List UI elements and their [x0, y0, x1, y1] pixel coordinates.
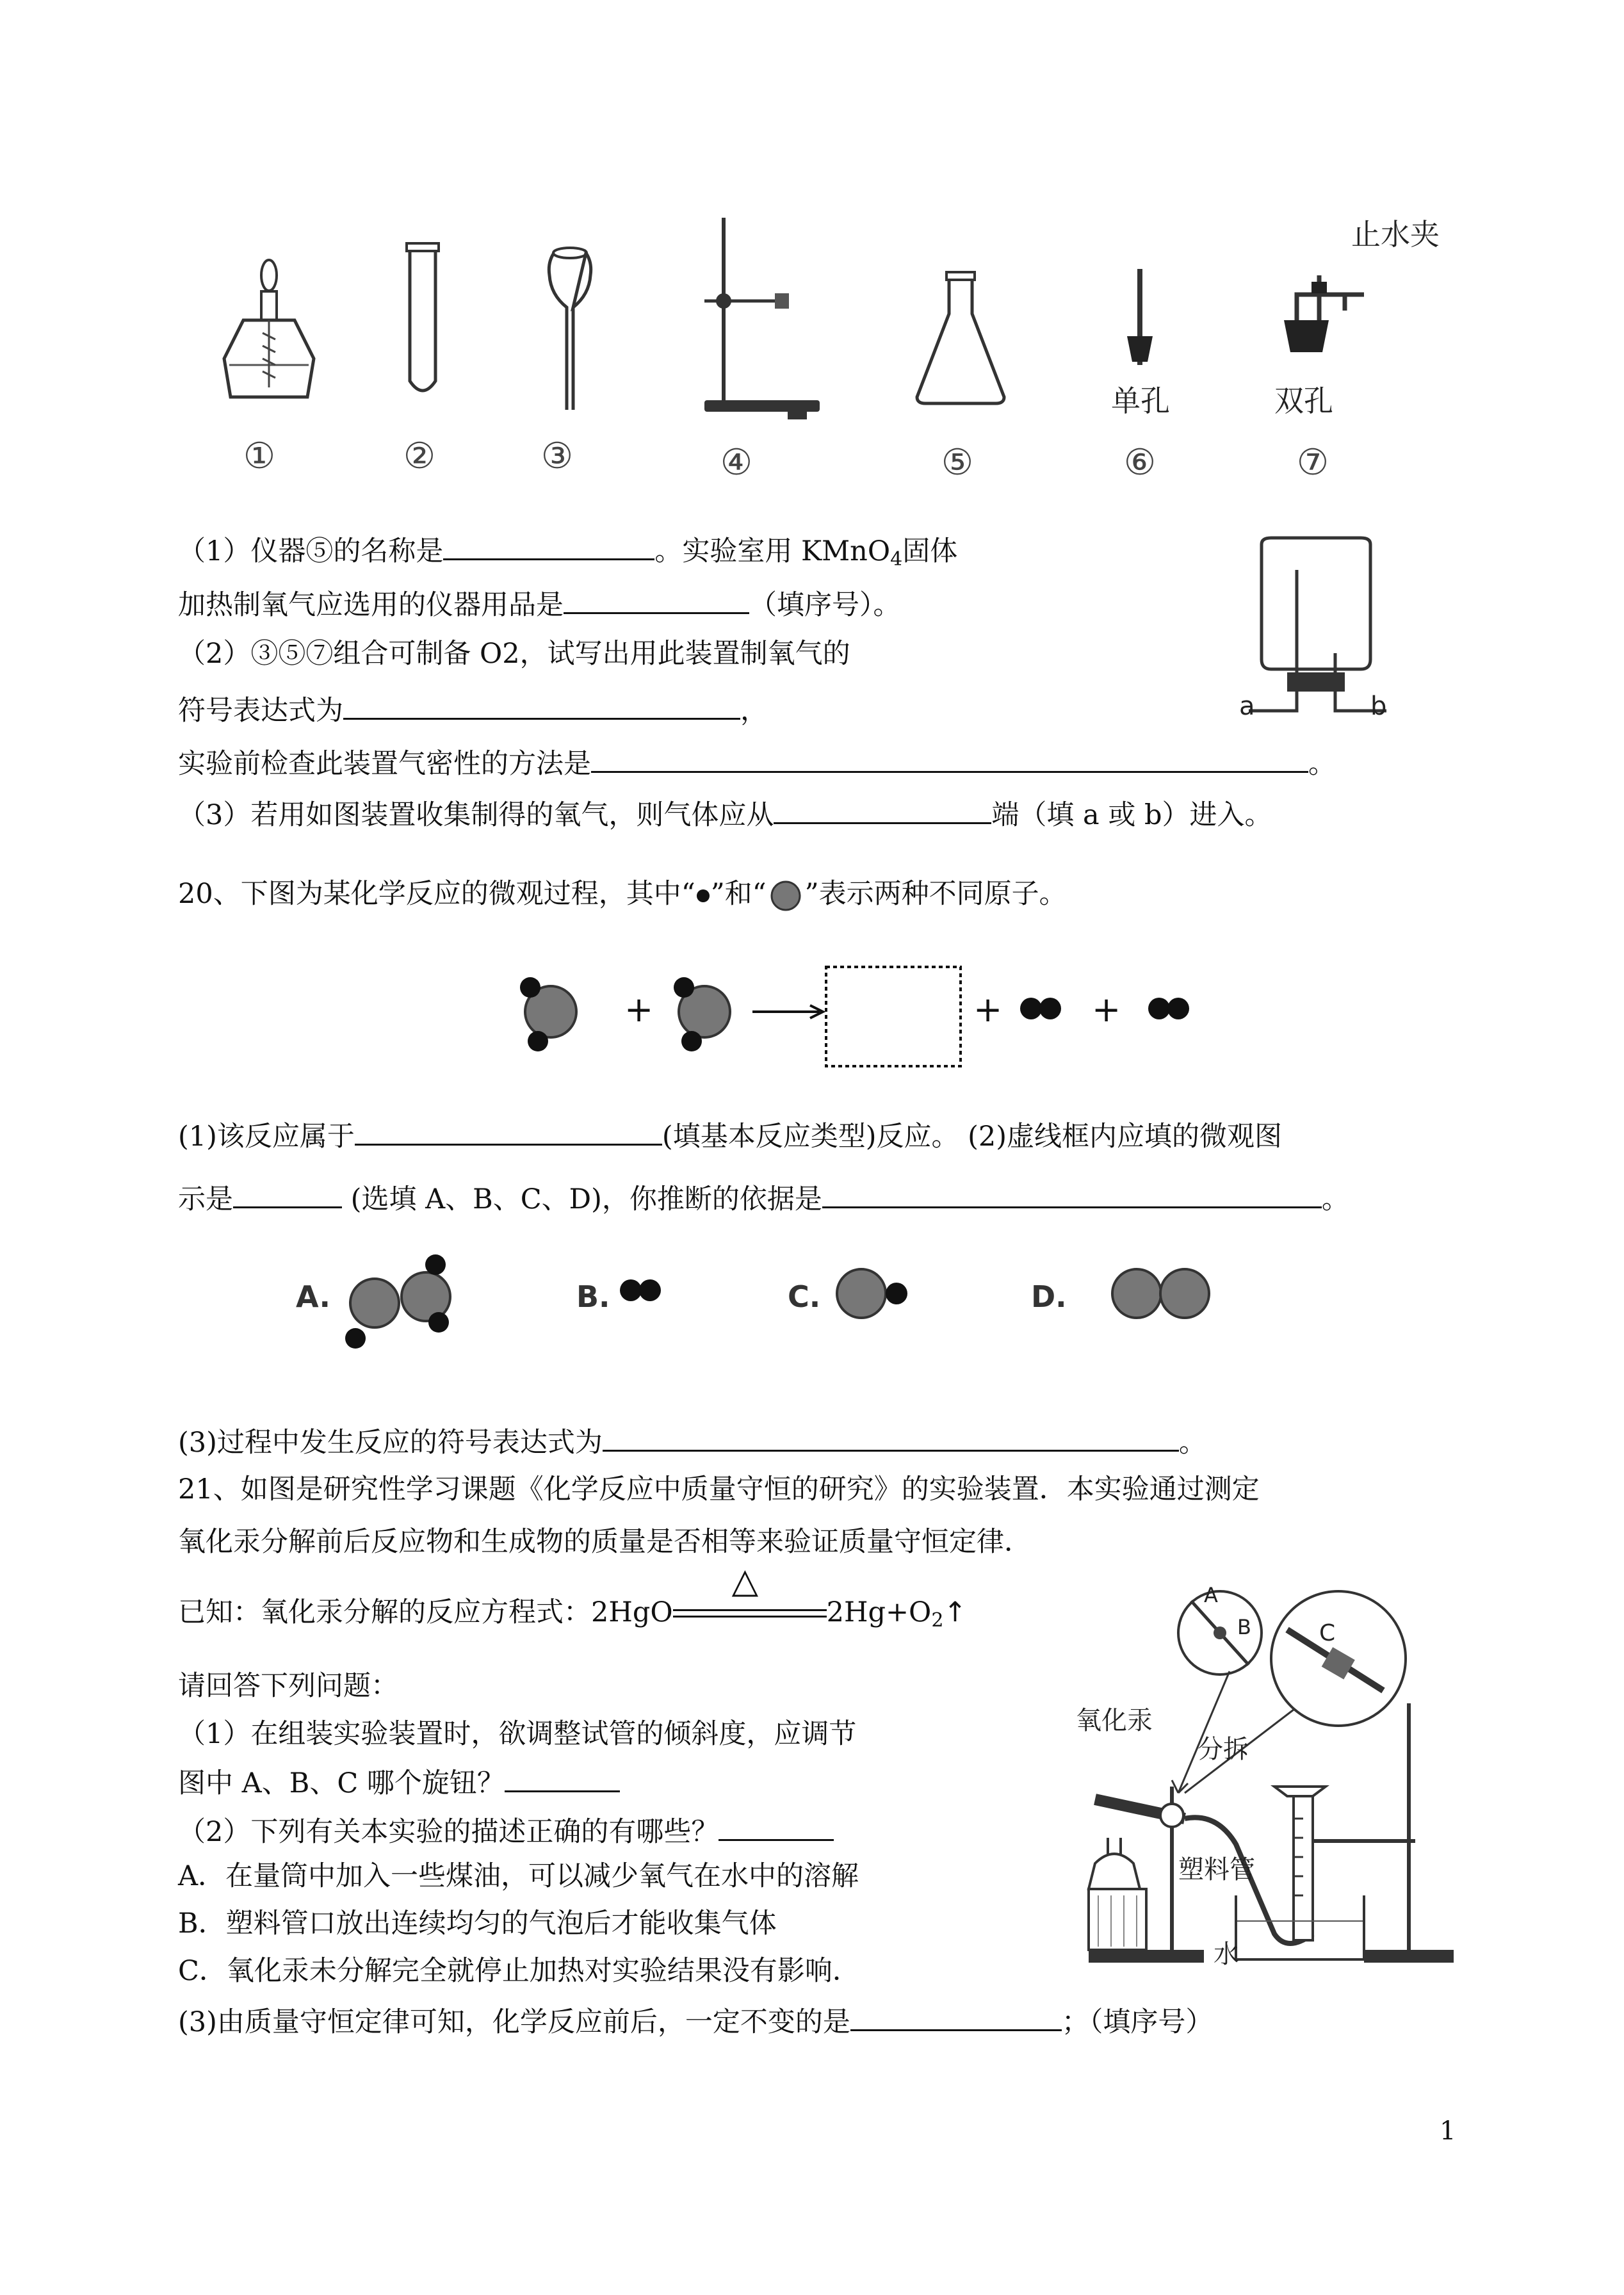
q19-part1-line2: 加热制氧气应选用的仪器用品是 （填序号）。 — [178, 584, 901, 623]
q21-blank-knob[interactable] — [505, 1762, 620, 1792]
q20-part1-line: (1)该反应属于 (填基本反应类型)反应。 (2)虚线框内应填的微观图 — [178, 1115, 1282, 1155]
double-hole-label: 双孔 — [1274, 384, 1333, 418]
q21-q1-line2: 图中 A、B、C 哪个旋钮？ — [178, 1762, 620, 1801]
option-c-diagram — [832, 1265, 922, 1322]
q19-part1-line1: （1）仪器⑤的名称是 。实验室用 KMnO$_4$固体 — [178, 530, 957, 578]
fig-knob-a-label: A — [1204, 1583, 1218, 1607]
page-number: 1 — [1440, 2116, 1456, 2146]
conical-flask-drawing — [909, 269, 1012, 410]
q19-part2-line3: 实验前检查此装置气密性的方法是 。 — [178, 743, 1336, 782]
q19-blank-inlet[interactable] — [774, 794, 991, 824]
q20-blank-reaction-type[interactable] — [355, 1115, 662, 1146]
apparatus-label-3: ③ — [540, 435, 574, 477]
option-b-diagram — [615, 1274, 672, 1306]
apparatus-label-1: ① — [243, 435, 276, 477]
iron-stand-drawing — [692, 211, 832, 423]
svg-text:+: + — [1092, 989, 1121, 1030]
q21-blank-unchanged[interactable] — [850, 2001, 1062, 2031]
option-a-diagram — [333, 1249, 461, 1358]
q19-blank-expression[interactable] — [343, 690, 740, 720]
q20-part3-line: (3)过程中发生反应的符号表达式为 。 — [178, 1422, 1206, 1461]
q21-intro-line2: 氧化汞分解前后反应物和生成物的质量是否相等来验证质量守恒定律． — [178, 1526, 1032, 1558]
q20-part2-line: 示是 (选填 A、B、C、D)，你推断的依据是 。 — [178, 1178, 1349, 1217]
single-hole-stopper-drawing — [1114, 263, 1165, 371]
q21-option-a: A．在量筒中加入一些煤油，可以减少氧气在水中的溶解 — [178, 1860, 859, 1892]
option-d-label: D. — [1031, 1279, 1067, 1314]
apparatus-label-5: ⑤ — [941, 442, 974, 483]
fig-mercury-oxide-label: 氧化汞 — [1076, 1706, 1153, 1735]
q21-known-line: 已知：氧化汞分解的反应方程式：2HgO △ $2Hg+O_2↑$ — [178, 1561, 967, 1632]
fig-disassemble-label: 分拆 — [1198, 1735, 1249, 1764]
q21-intro-line1: 21、如图是研究性学习课题《化学反应中质量守恒的研究》的实验装置．本实验通过测定 — [178, 1473, 1260, 1505]
q19-part2-line1: （2）③⑤⑦组合可制备 O2，试写出用此装置制氧气的 — [178, 638, 850, 670]
option-c-label: C. — [788, 1279, 821, 1314]
bottle-port-a-label: a — [1239, 692, 1255, 721]
q21-option-c: C．氧化汞未分解完全就停止加热对实验结果没有影响． — [178, 1955, 860, 1987]
funnel-drawing — [532, 243, 608, 410]
option-b-label: B. — [576, 1279, 610, 1314]
q20-blank-basis[interactable] — [822, 1178, 1322, 1208]
apparatus-label-4: ④ — [720, 442, 753, 483]
q21-q2-line: （2）下列有关本实验的描述正确的有哪些？ — [178, 1811, 834, 1850]
alcohol-lamp-drawing — [218, 256, 320, 403]
bottle-port-b-label: b — [1370, 692, 1387, 721]
q19-blank-apparatus-name[interactable] — [443, 530, 654, 560]
fig-plastic-tube-label: 塑料管 — [1178, 1855, 1255, 1885]
apparatus-label-7: ⑦ — [1296, 442, 1329, 483]
stop-clamp-label: 止水夹 — [1351, 217, 1440, 252]
q21-q1-line1: （1）在组装实验装置时，欲调整试管的倾斜度，应调节 — [178, 1718, 857, 1750]
q20-blank-expression[interactable] — [603, 1422, 1179, 1452]
q21-option-b: B．塑料管口放出连续均匀的气泡后才能收集气体 — [178, 1908, 777, 1940]
svg-text:+: + — [973, 989, 1003, 1030]
q21-blank-correct-statements[interactable] — [719, 1811, 834, 1841]
q21-ask-line: 请回答下列问题： — [178, 1670, 398, 1702]
option-a-label: A. — [296, 1279, 330, 1314]
fig-water-label: 水 — [1214, 1940, 1239, 1969]
svg-text:+: + — [624, 989, 654, 1030]
reaction-diagram — [512, 954, 1217, 1069]
large-atom-icon — [767, 880, 805, 912]
single-hole-label: 单孔 — [1111, 384, 1170, 418]
q20-intro: 20、下图为某化学反应的微观过程，其中“ ”和“ ”表示两种不同原子。 — [178, 876, 1067, 912]
mercury-oxide-apparatus-drawing — [1082, 1575, 1466, 1972]
reaction-condition-arrow: △ — [673, 1600, 827, 1628]
small-atom-icon — [695, 888, 711, 904]
fig-knob-c-label: C — [1319, 1620, 1336, 1646]
fig-knob-b-label: B — [1237, 1615, 1251, 1639]
test-tube-drawing — [397, 237, 448, 403]
q19-part3-line: （3）若用如图装置收集制得的氧气，则气体应从 端（填 a 或 b）进入。 — [178, 794, 1272, 833]
double-hole-stopper-drawing — [1268, 256, 1370, 371]
option-d-diagram — [1101, 1265, 1230, 1322]
q21-q3-line: (3)由质量守恒定律可知，化学反应前后，一定不变的是 ；（填序号） — [178, 2001, 1213, 2040]
apparatus-label-2: ② — [403, 435, 436, 477]
q19-blank-apparatus-choice[interactable] — [564, 584, 749, 614]
q19-blank-airtight-method[interactable] — [591, 743, 1308, 773]
apparatus-label-6: ⑥ — [1123, 442, 1157, 483]
q20-blank-option[interactable] — [233, 1178, 342, 1208]
q19-part2-line2: 符号表达式为 ， — [178, 690, 768, 729]
